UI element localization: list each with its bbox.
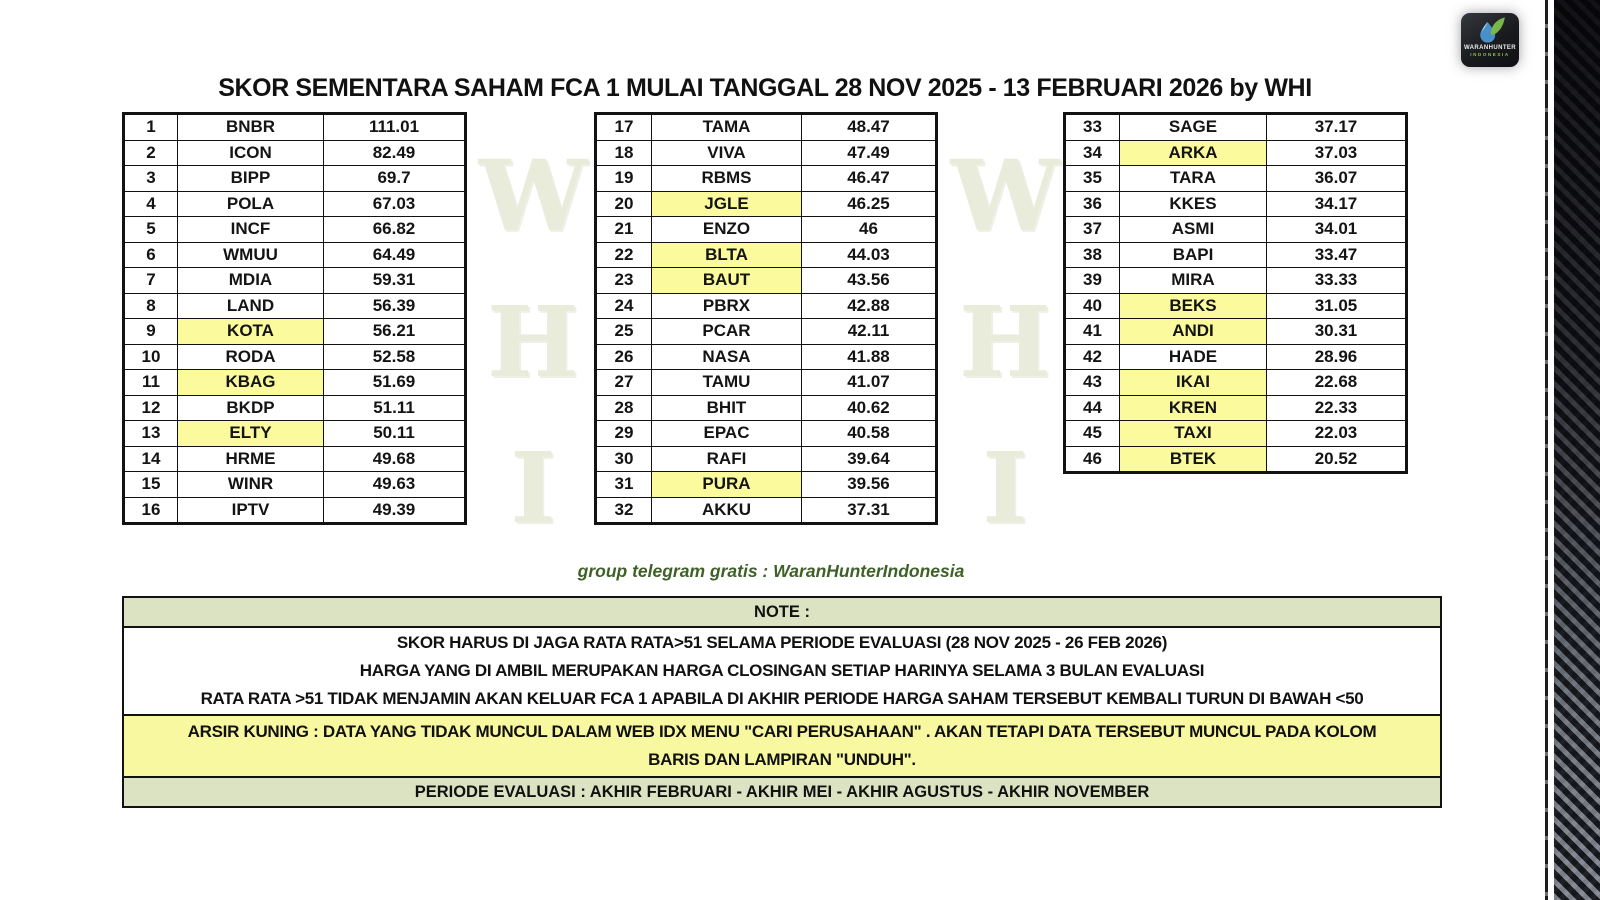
table-row [1065,293,1407,319]
table-row [596,370,937,396]
rank-cell: 28 [596,395,652,421]
score-cell: 46.25 [802,191,937,217]
ticker-cell: TAXI [1120,421,1267,447]
score-cell: 44.03 [802,242,937,268]
ticker-cell: PURA [652,472,802,498]
ticker-cell: BKDP [178,395,324,421]
table-row [1065,421,1407,447]
watermark-letter-i: I [510,431,556,545]
rank-cell: 12 [124,395,178,421]
score-cell: 41.88 [802,344,937,370]
table-row [596,421,937,447]
ticker-cell: VIVA [652,140,802,166]
table-row [124,395,466,421]
score-cell: 39.56 [802,472,937,498]
score-cell: 52.58 [324,344,466,370]
ticker-cell: WINR [178,472,324,498]
rank-cell: 26 [596,344,652,370]
rank-cell: 36 [1065,191,1120,217]
ticker-cell: RODA [178,344,324,370]
rank-cell: 19 [596,166,652,192]
table-row [1065,217,1407,243]
score-table-3 [1063,112,1408,474]
table-row [1065,319,1407,345]
score-cell: 69.7 [324,166,466,192]
table-row [124,293,466,319]
table-row [596,191,937,217]
rank-cell: 27 [596,370,652,396]
whi-watermark-right [940,132,1070,570]
note-section [122,596,1442,808]
ticker-cell: ELTY [178,421,324,447]
score-cell: 33.33 [1267,268,1407,294]
ticker-cell: KREN [1120,395,1267,421]
rank-cell: 13 [124,421,178,447]
ticker-cell: BNBR [178,114,324,141]
score-table-2 [594,112,938,525]
score-cell: 30.31 [1267,319,1407,345]
rank-cell: 3 [124,166,178,192]
rank-cell: 25 [596,319,652,345]
table-row [1065,446,1407,473]
rank-cell: 8 [124,293,178,319]
logo-text-brand: WARANHUNTER [1463,45,1517,51]
table-row [124,140,466,166]
score-cell: 42.88 [802,293,937,319]
watermark-letter-w: W [950,139,1060,253]
rank-cell: 7 [124,268,178,294]
watermark-letter-h: H [959,285,1051,399]
ticker-cell: MDIA [178,268,324,294]
rank-cell: 42 [1065,344,1120,370]
table-row [124,421,466,447]
table-row [596,472,937,498]
score-cell: 33.47 [1267,242,1407,268]
table-row [596,293,937,319]
table-row [1065,166,1407,192]
ticker-cell: KBAG [178,370,324,396]
note-line-3: RATA RATA >51 TIDAK MENJAMIN AKAN KELUAR FCA 1 APABILA DI AKHIR PERIODE HARGA SAHAM TERSEBUT KEMBALI TURUN DI BAWAH <50 [200,689,1364,708]
note-yellow-box [124,716,1440,778]
rank-cell: 20 [596,191,652,217]
score-cell: 50.11 [324,421,466,447]
score-cell: 41.07 [802,370,937,396]
score-cell: 36.07 [1267,166,1407,192]
table-row [596,217,937,243]
rank-cell: 32 [596,497,652,524]
rank-cell: 4 [124,191,178,217]
table-row [596,395,937,421]
rank-cell: 30 [596,446,652,472]
table-row [124,446,466,472]
ticker-cell: NASA [652,344,802,370]
table-row [124,370,466,396]
ticker-cell: RAFI [652,446,802,472]
ticker-cell: WMUU [178,242,324,268]
rank-cell: 21 [596,217,652,243]
note-header: NOTE : [124,598,1440,628]
rank-cell: 37 [1065,217,1120,243]
ticker-cell: SAGE [1120,114,1267,141]
table-row [1065,242,1407,268]
table-row [124,191,466,217]
telegram-group-note: group telegram gratis : WaranHunterIndonesia [577,561,965,581]
score-cell: 46.47 [802,166,937,192]
ticker-cell: TAMU [652,370,802,396]
yellow-note-line-1: ARSIR KUNING : DATA YANG TIDAK MUNCUL DALAM WEB IDX MENU "CARI PERUSAHAAN" . AKAN TETAPI DATA TERSEBUT MUNCUL PADA KOLOM [187,722,1377,741]
score-cell: 22.68 [1267,370,1407,396]
rank-cell: 44 [1065,395,1120,421]
rank-cell: 33 [1065,114,1120,141]
table-row [124,472,466,498]
score-cell: 49.39 [324,497,466,524]
score-cell: 51.69 [324,370,466,396]
note-line-2: HARGA YANG DI AMBIL MERUPAKAN HARGA CLOSINGAN SETIAP HARINYA SELAMA 3 BULAN EVALUASI [359,661,1205,680]
score-cell: 39.64 [802,446,937,472]
note-body [124,628,1440,716]
drop-leaf-icon [1473,16,1507,45]
table-row [124,114,466,141]
note-footer: PERIODE EVALUASI : AKHIR FEBRUARI - AKHIR MEI - AKHIR AGUSTUS - AKHIR NOVEMBER [124,778,1440,806]
score-cell: 64.49 [324,242,466,268]
watermark-letter-i: I [982,431,1028,545]
yellow-note-line-2: BARIS DAN LAMPIRAN "UNDUH". [648,750,916,769]
table-row [596,319,937,345]
score-cell: 28.96 [1267,344,1407,370]
score-cell: 31.05 [1267,293,1407,319]
logo-text-country: INDONESIA [1470,52,1510,57]
table-row [124,344,466,370]
ticker-cell: POLA [178,191,324,217]
score-cell: 111.01 [324,114,466,141]
score-cell: 56.39 [324,293,466,319]
rank-cell: 34 [1065,140,1120,166]
ticker-cell: BAPI [1120,242,1267,268]
score-cell: 56.21 [324,319,466,345]
ticker-cell: HADE [1120,344,1267,370]
table-row [124,217,466,243]
rank-cell: 11 [124,370,178,396]
rank-cell: 18 [596,140,652,166]
rank-cell: 10 [124,344,178,370]
rank-cell: 41 [1065,319,1120,345]
table-row [596,242,937,268]
rank-cell: 5 [124,217,178,243]
table-row [1065,140,1407,166]
score-cell: 47.49 [802,140,937,166]
ticker-cell: INCF [178,217,324,243]
ticker-cell: ASMI [1120,217,1267,243]
rank-cell: 45 [1065,421,1120,447]
ticker-cell: AKKU [652,497,802,524]
rank-cell: 2 [124,140,178,166]
score-cell: 48.47 [802,114,937,141]
score-cell: 59.31 [324,268,466,294]
watermark-letter-h: H [487,285,579,399]
score-cell: 43.56 [802,268,937,294]
rank-cell: 43 [1065,370,1120,396]
score-cell: 37.03 [1267,140,1407,166]
ticker-cell: BTEK [1120,446,1267,473]
ticker-cell: MIRA [1120,268,1267,294]
score-cell: 46 [802,217,937,243]
score-cell: 34.17 [1267,191,1407,217]
rank-cell: 35 [1065,166,1120,192]
rank-cell: 6 [124,242,178,268]
rank-cell: 40 [1065,293,1120,319]
carbon-texture-border [1554,0,1600,900]
score-cell: 20.52 [1267,446,1407,473]
ticker-cell: BLTA [652,242,802,268]
table-row [1065,191,1407,217]
ticker-cell: EPAC [652,421,802,447]
ticker-cell: ANDI [1120,319,1267,345]
rank-cell: 15 [124,472,178,498]
table-row [596,140,937,166]
right-border-line [1545,0,1548,900]
rank-cell: 22 [596,242,652,268]
table-row [596,344,937,370]
watermark-letter-w: W [478,139,588,253]
ticker-cell: JGLE [652,191,802,217]
ticker-cell: TAMA [652,114,802,141]
ticker-cell: BIPP [178,166,324,192]
score-table-1 [122,112,467,525]
table-row [124,497,466,524]
table-row [596,446,937,472]
score-cell: 67.03 [324,191,466,217]
ticker-cell: PBRX [652,293,802,319]
score-cell: 49.63 [324,472,466,498]
ticker-cell: ENZO [652,217,802,243]
table-row [596,166,937,192]
ticker-cell: LAND [178,293,324,319]
ticker-cell: HRME [178,446,324,472]
table-row [124,319,466,345]
ticker-cell: KOTA [178,319,324,345]
table-row [596,268,937,294]
ticker-cell: BEKS [1120,293,1267,319]
table-row [1065,114,1407,141]
score-cell: 37.17 [1267,114,1407,141]
score-cell: 22.03 [1267,421,1407,447]
table-row [596,497,937,524]
ticker-cell: ARKA [1120,140,1267,166]
rank-cell: 46 [1065,446,1120,473]
score-cell: 40.62 [802,395,937,421]
score-cell: 34.01 [1267,217,1407,243]
rank-cell: 9 [124,319,178,345]
ticker-cell: IKAI [1120,370,1267,396]
rank-cell: 38 [1065,242,1120,268]
ticker-cell: BAUT [652,268,802,294]
rank-cell: 31 [596,472,652,498]
ticker-cell: TARA [1120,166,1267,192]
table-row [124,166,466,192]
rank-cell: 16 [124,497,178,524]
table-row [1065,344,1407,370]
table-row [1065,268,1407,294]
page-title: SKOR SEMENTARA SAHAM FCA 1 MULAI TANGGAL 28 NOV 2025 - 13 FEBRUARI 2026 by WHI [218,74,1312,102]
ticker-cell: PCAR [652,319,802,345]
rank-cell: 14 [124,446,178,472]
rank-cell: 1 [124,114,178,141]
rank-cell: 17 [596,114,652,141]
ticker-cell: RBMS [652,166,802,192]
score-cell: 49.68 [324,446,466,472]
note-line-1: SKOR HARUS DI JAGA RATA RATA>51 SELAMA PERIODE EVALUASI (28 NOV 2025 - 26 FEB 2026) [396,633,1168,652]
rank-cell: 29 [596,421,652,447]
table-row [124,268,466,294]
score-cell: 37.31 [802,497,937,524]
score-cell: 82.49 [324,140,466,166]
table-row [124,242,466,268]
rank-cell: 23 [596,268,652,294]
ticker-cell: BHIT [652,395,802,421]
score-cell: 22.33 [1267,395,1407,421]
ticker-cell: ICON [178,140,324,166]
table-row [1065,370,1407,396]
rank-cell: 24 [596,293,652,319]
table-row [1065,395,1407,421]
whi-watermark-left [468,132,598,570]
score-cell: 40.58 [802,421,937,447]
ticker-cell: KKES [1120,191,1267,217]
waran-hunter-logo [1461,13,1519,67]
score-cell: 42.11 [802,319,937,345]
ticker-cell: IPTV [178,497,324,524]
score-cell: 66.82 [324,217,466,243]
score-cell: 51.11 [324,395,466,421]
table-row [596,114,937,141]
rank-cell: 39 [1065,268,1120,294]
